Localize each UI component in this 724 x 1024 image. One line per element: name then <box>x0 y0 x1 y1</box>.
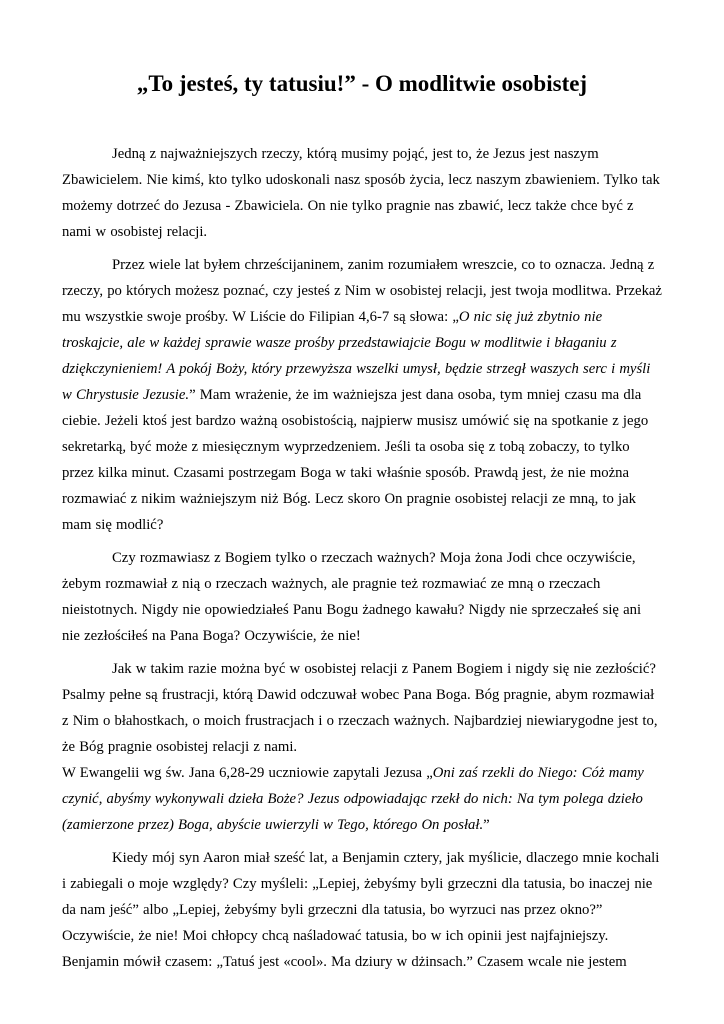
paragraph-2-run-1: Przez wiele lat byłem chrześcijaninem, zanim rozumiałem wreszcie, co to oznacza. Jedną z rzeczy, po których możesz poznać, czy jesteś z Nim w osobistej relacji, jest twoja modlitwa. Przekaż mu wszystkie swoje prośby. W Liście do Filipian 4,6-7 są słowa: „ <box>62 257 662 325</box>
document-body <box>0 98 724 975</box>
paragraph-5 <box>62 845 662 975</box>
paragraph-1-run-1: Jedną z najważniejszych rzeczy, którą musimy pojąć, jest to, że Jezus jest naszym Zbawicielem. Nie kimś, kto tylko udoskonali nasz sposób życia, lecz naszym zbawieniem. Tylko tak możemy dotrzeć do Jezusa - Zbawiciela. On nie tylko pragnie nas zbawić, lecz także chce być z nami w osobistej relacji. <box>62 146 660 240</box>
document-title: „To jesteś, ty tatusiu!” - O modlitwie osobistej <box>136 71 588 96</box>
paragraph-1 <box>62 141 662 245</box>
paragraph-3-run-1: Czy rozmawiasz z Bogiem tylko o rzeczach ważnych? Moja żona Jodi chce oczywiście, żebym rozmawiał z nią o rzeczach ważnych, ale pragnie też rozmawiać ze mną o rzeczach nieistotnych. Nigdy nie opowiedziałeś Panu Bogu żadnego kawału? Nigdy nie sprzeczałeś się ani nie zezłościłeś na Pana Boga? Oczywiście, że nie! <box>62 550 642 644</box>
paragraph-4-run-5: ” <box>483 817 490 833</box>
paragraph-2 <box>62 252 662 538</box>
paragraph-5-run-1: Kiedy mój syn Aaron miał sześć lat, a Benjamin cztery, jak myślicie, dlaczego mnie kochali i zabiegali o moje względy? Czy myśleli: „Lepiej, żebyśmy byli grzeczni dla tatusia, bo inaczej nie da nam jeść” albo „Lepiej, żebyśmy byli grzeczni dla tatusia, bo wyrzuci nas przez okno?” Oczywiście, że nie! Moi chłopcy chcą naśladować tatusia, bo w ich opinii jest najfajniejszy. Benjamin mówił czasem: „Tatuś jest «cool». Ma dziury w dżinsach.” Czasem wcale nie jestem <box>62 850 660 970</box>
paragraph-3 <box>62 545 662 649</box>
paragraph-4 <box>62 656 662 838</box>
paragraph-2-run-2: O nic się już zbytnio nie troskajcie, ale w każdej sprawie wasze prośby przedstawiajcie Bogu w modlitwie i błaganiu z dziękczynieniem! A pokój Boży, który przewyższa wszelki umysł, będzie strzegł waszych serc i myśli w Chrystusie Jezusie. <box>62 309 651 403</box>
paragraph-4-run-3: W Ewangelii wg św. Jana 6,28-29 uczniowie zapytali Jezusa „ <box>62 765 433 781</box>
paragraph-2-run-3: ” Mam wrażenie, że im ważniejsza jest dana osoba, tym mniej czasu ma dla ciebie. Jeżeli ktoś jest bardzo ważną osobistością, najpierw musisz umówić się na spotkanie z jego sekretarką, być może z miesięcznym wyprzedzeniem. Jeśli ta osoba się z tobą zobaczy, to tylko przez kilka minut. Czasami postrzegam Boga w taki właśnie sposób. Prawdą jest, że nie można rozmawiać z nikim ważniejszym niż Bóg. Lecz skoro On pragnie osobistej relacji ze mną, to jak mam się modlić? <box>62 387 649 533</box>
paragraph-4-run-4: Oni zaś rzekli do Niego: Cóż mamy czynić, abyśmy wykonywali dzieła Boże? Jezus odpowiadając rzekł do nich: Na tym polega dzieło (zamierzone przez) Boga, abyście uwierzyli w Tego, którego On posłał. <box>62 765 644 833</box>
paragraph-4-run-1: Jak w takim razie można być w osobistej relacji z Panem Bogiem i nigdy się nie zezłościć? Psalmy pełne są frustracji, którą Dawid odczuwał wobec Pana Boga. Bóg pragnie, abym rozmawiał z Nim o błahostkach, o moich frustracjach i o rzeczach ważnych. Najbardziej niewiarygodne jest to, że Bóg pragnie osobistej relacji z nami. <box>62 661 658 755</box>
